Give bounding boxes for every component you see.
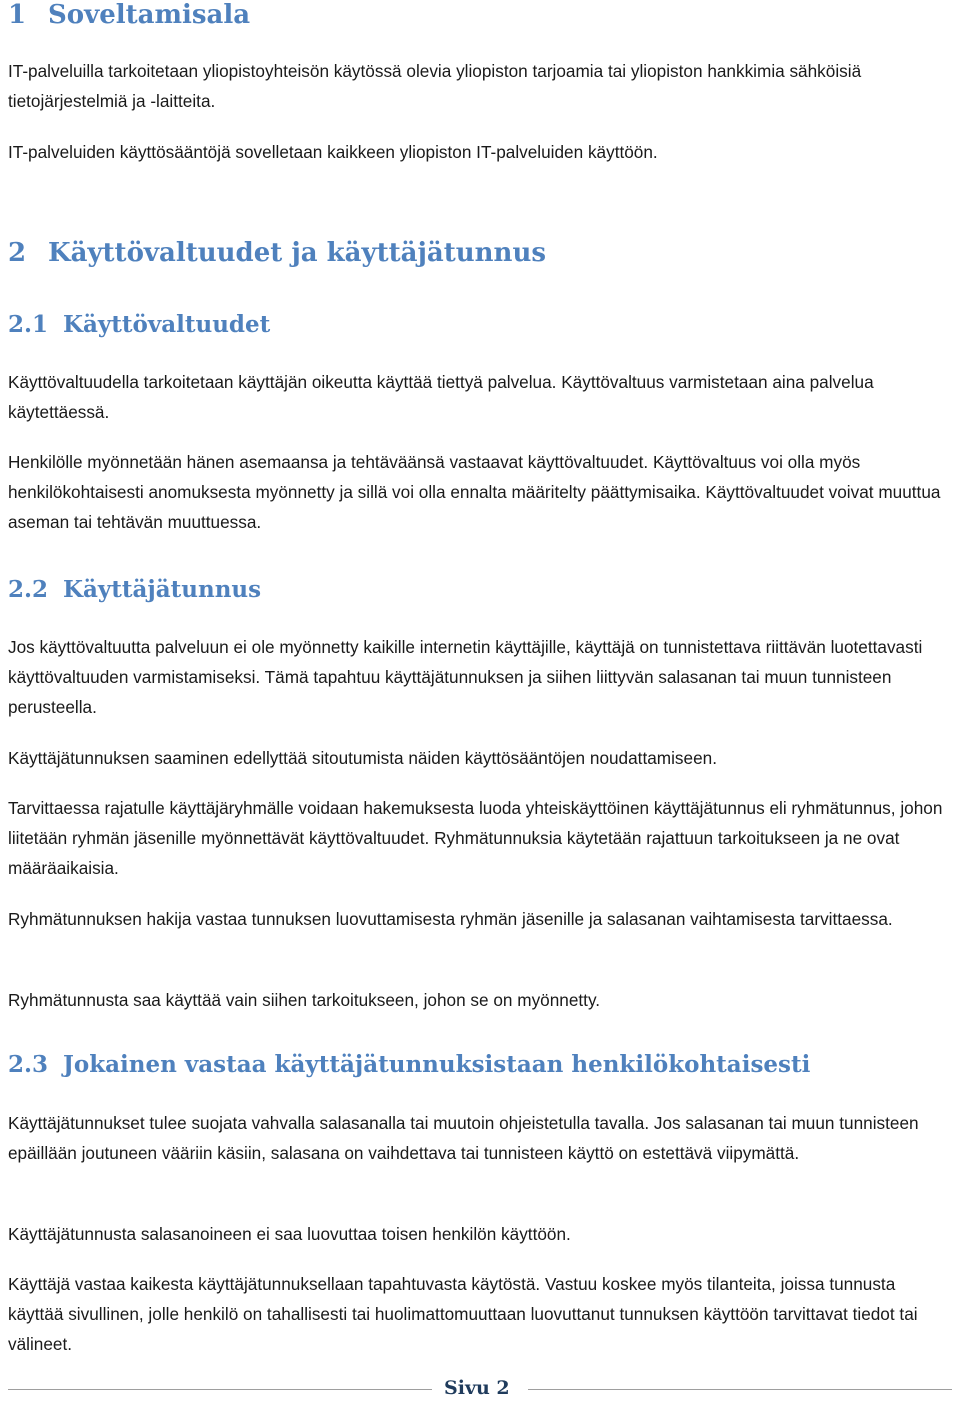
paragraph: Käyttövaltuudella tarkoitetaan käyttäjän oikeutta käyttää tiettyä palvelua. Käyttövaltuus varmistetaan aina palvelua käytettäessä. [8, 372, 874, 422]
heading-2-3-jokainen-vastaa [8, 1051, 810, 1078]
paragraph: Henkilölle myönnetään hänen asemaansa ja tehtäväänsä vastaavat käyttövaltuudet. Käyttövaltuus voi olla myös henkilökohtaisesti anomuksesta myönnetty ja sillä voi olla ennalta määritelty päättymisaika. Käyttövaltuudet voivat muuttua aseman tai tehtävän muuttuessa. [8, 452, 941, 532]
heading-1-soveltamisala [8, 0, 250, 30]
heading-2-kayttovaltuudet-ja-kayttajatunnus [8, 238, 546, 268]
paragraph: Ryhmätunnusta saa käyttää vain siihen tarkoitukseen, johon se on myönnetty. [8, 990, 601, 1010]
heading-title: Soveltamisala [48, 0, 251, 30]
paragraph: Käyttäjätunnuksen saaminen edellyttää sitoutumista näiden käyttösääntöjen noudattamiseen. [8, 748, 717, 768]
heading-number: 2 [8, 238, 27, 268]
paragraph: Tarvittaessa rajatulle käyttäjäryhmälle voidaan hakemuksesta luoda yhteiskäyttöinen käyttäjätunnus eli ryhmätunnus, johon liitetään ryhmän jäsenille myönnettävät käyttövaltuudet. Ryhmätunnuksia käytetään rajattuun tarkoitukseen ja ne ovat määräaikaisia. [8, 798, 943, 878]
heading-title: Käyttäjätunnus [63, 576, 262, 603]
footer-rule-right [528, 1389, 952, 1390]
paragraph: Käyttäjä vastaa kaikesta käyttäjätunnuksellaan tapahtuvasta käytöstä. Vastuu koskee myös tilanteita, joissa tunnusta käyttää sivullinen, jolle henkilö on tahallisesti tai huolimattomuuttaan luovuttanut tunnuksen käyttöön tarvittavat tiedot tai välineet. [8, 1274, 918, 1354]
paragraph: IT-palveluiden käyttösääntöjä sovelletaan kaikkeen yliopiston IT-palveluiden käyttöön. [8, 142, 658, 162]
footer-rule-left [8, 1389, 432, 1390]
heading-number: 2.1 [8, 311, 49, 338]
heading-number: 1 [8, 0, 27, 30]
heading-number: 2.3 [8, 1051, 49, 1078]
heading-number: 2.2 [8, 576, 49, 603]
heading-2-1-kayttovaltuudet [8, 311, 270, 338]
page-number: Sivu 2 [444, 1377, 510, 1399]
heading-title: Käyttövaltuudet ja käyttäjätunnus [48, 238, 546, 268]
heading-2-2-kayttajatunnus [8, 576, 261, 603]
paragraph: Käyttäjätunnukset tulee suojata vahvalla salasanalla tai muutoin ohjeistetulla tavalla. Jos salasanan tai muun tunnisteen epäillään joutuneen vääriin käsiin, salasana on vaihdettava tai tunnisteen käyttö on estettävä viipymättä. [8, 1113, 919, 1163]
paragraph: Jos käyttövaltuutta palveluun ei ole myönnetty kaikille internetin käyttäjille, käyttäjä on tunnistettava riittävän luotettavasti käyttövaltuuden varmistamiseksi. Tämä tapahtuu käyttäjätunnuksen ja siihen liittyvän salasanan tai muun tunnisteen perusteella. [8, 637, 923, 717]
paragraph: Ryhmätunnuksen hakija vastaa tunnuksen luovuttamisesta ryhmän jäsenille ja salasanan vaihtamisesta tarvittaessa. [8, 909, 893, 929]
heading-title: Käyttövaltuudet [63, 311, 271, 338]
paragraph: IT-palveluilla tarkoitetaan yliopistoyhteisön käytössä olevia yliopiston tarjoamia tai yliopiston hankkimia sähköisiä tietojärjestelmiä ja -laitteita. [8, 61, 862, 111]
paragraph: Käyttäjätunnusta salasanoineen ei saa luovuttaa toisen henkilön käyttöön. [8, 1224, 571, 1244]
heading-title: Jokainen vastaa käyttäjätunnuksistaan henkilökohtaisesti [63, 1051, 811, 1078]
